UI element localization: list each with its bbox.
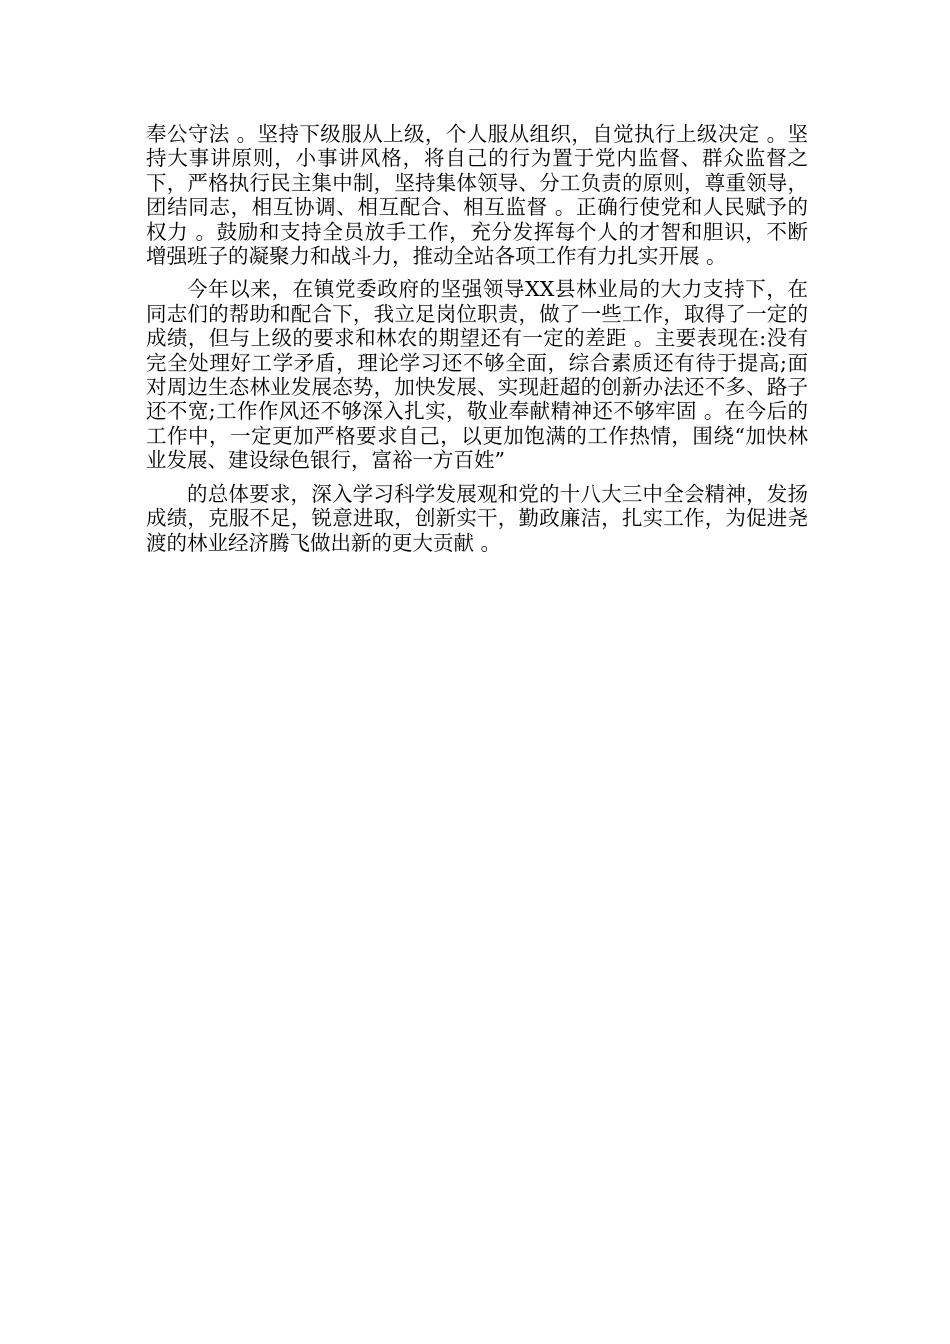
paragraph-2: 今年以来，在镇党委政府的坚强领导XX县林业局的大力支持下，在同志们的帮助和配合下，我立足岗位职责，做了一些工作，取得了一定的成绩，但与上级的要求和林农的期望还有一定的差距 。主要表现在:没有完全处理好工学矛盾，理论学习还不够全面，综合素质还有待于提高;面对周边生态林业发展态势，加快发展、实现赶超的创新办法还不多、路子还不宽;工作作风还不够深入扎实，敬业奉献精神还不够牢固 。在今后的工作中，一定更加严格要求自己，以更加饱满的工作热情，围绕“加快林业发展、建设绿色银行，富裕一方百姓” <box>146 277 808 473</box>
paragraph-1: 奉公守法 。坚持下级服从上级，个人服从组织，自觉执行上级决定 。坚持大事讲原则，小事讲风格，将自己的行为置于党内监督、群众监督之下，严格执行民主集中制，坚持集体领导、分工负责的原则，尊重领导，团结同志，相互协调、相互配合、相互监督 。正确行使党和人民赋予的权力 。鼓励和支持全员放手工作，充分发挥每个人的才智和胆识，不断增强班子的凝聚力和战斗力，推动全站各项工作有力扎实开展 。 <box>146 122 808 269</box>
document-body <box>146 122 808 564</box>
paragraph-3: 的总体要求，深入学习科学发展观和党的十八大三中全会精神，发扬成绩，克服不足，锐意进取，创新实干，勤政廉洁，扎实工作，为促进尧渡的林业经济腾飞做出新的更大贡献 。 <box>146 481 808 555</box>
